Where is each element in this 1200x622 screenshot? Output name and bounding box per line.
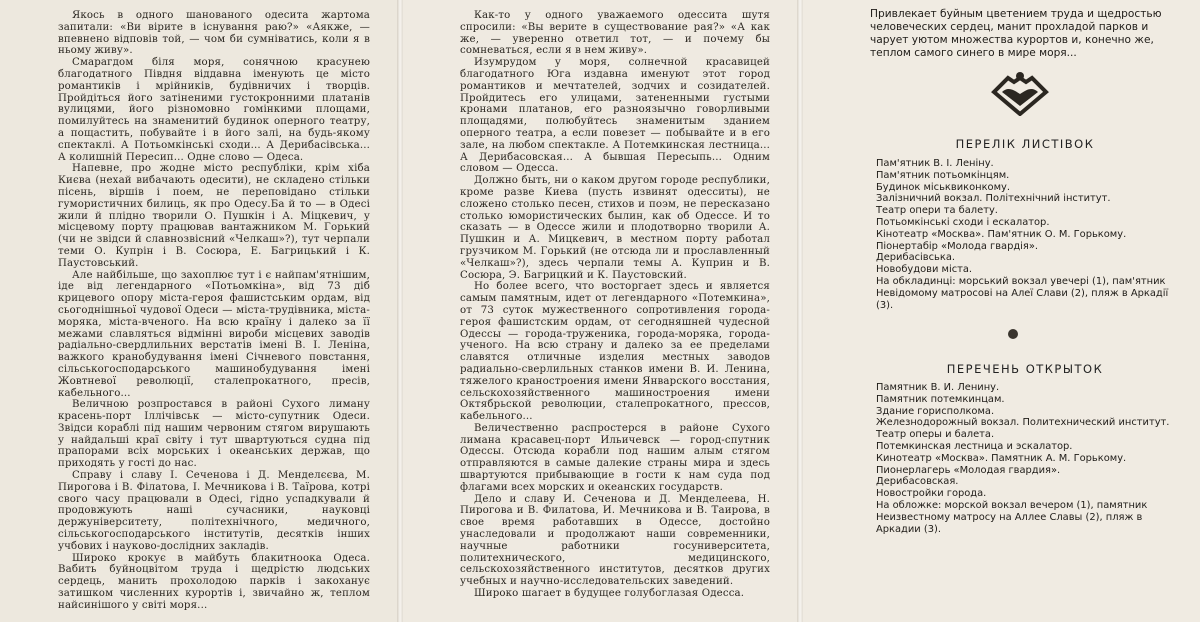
list-item: На обкладинці: морський вокзал увечері (1), пам'ятник Невідомому матросові на Алеї Слави (2), пляж в Аркадії (3). xyxy=(876,275,1169,311)
list-item: Новобудови міста. xyxy=(876,264,973,276)
paragraph: Должно быть, ни о каком другом городе республики, кроме разве Киева (пусть извинят одесситы), не сложено столько песен, стихов и поэм, не пересказано столько юмористических былин, как об Одессе. И то сказать — в Одессе жили и плодотворно творили А. Пушкин и А. Мицкевич, в местном порту работал грузчиком М. Горький (не отсюда ли и прославленный «Челкаш»?), здесь черпали темы А. Куприн и В. Сосюра, Э. Багрицкий и К. Паустовский. xyxy=(460,175,770,281)
paragraph: Широко крокує в майбуть блакитноока Одеса. Вабить буйноцвітом труда і щедрістю людських сердець, манить прохолодою парків і закоханує затишком численних курортів і, звичайно ж, теплом найсинішого у світі моря... xyxy=(58,552,370,611)
paragraph: Якось в одного шанованого одесита жартома запитали: «Ви вірите в існування раю?» «Аякже, — впевнено відповів той, — чом би сумніватись, коли я в ньому живу». xyxy=(58,10,370,57)
separator-dot xyxy=(1008,329,1018,339)
list-item: Кінотеатр «Москва». Пам'ятник О. М. Горькому. xyxy=(876,228,1127,240)
list-item: Пам'ятник В. І. Леніну. xyxy=(876,158,994,169)
russian-text-panel xyxy=(400,0,800,622)
postcard-list-title-ua: ПЕРЕЛІК ЛИСТІВОК xyxy=(955,137,1095,151)
paragraph: Але найбільше, що захоплює тут і є найпам'ятнішим, іде від легендарного «Потьомкіна», від 73 діб крицевого опору міста-героя фашистським ордам, від сьогоднішньої чудової Одеси — міста-трудівника, міста-моряка, міста-вченого. На всю країну і далеко за її межами славляться відмінні вироби місцевих заводів радіально-свердлильних верстатів імені В. І. Леніна, важкого кранобудування імені Січневого повстання, сільськогосподарського машинобудування імені Жовтневої революції, сталепрокатного, пресів, кабельного... xyxy=(58,269,370,399)
paragraph: Справу і славу І. Сеченова і Д. Менделєєва, М. Пирогова і В. Філатова, І. Мечникова і В. Таїрова, котрі свого часу працювали в Одесі, гідно успадкували й продовжують наші сучасники, науковці держуніверситету, політехнічного, медичного, сільськогосподарського інститутів, десятків інших учбових і науково-дослідних закладів. xyxy=(58,470,370,552)
list-item: Дерибасовская. xyxy=(876,476,959,488)
paragraph: Дело и славу И. Сеченова и Д. Менделеева, Н. Пирогова и В. Филатова, И. Мечникова и В. Таирова, в свое время работавших в Одессе, достойно унаследовали и продолжают наши современники, научные работники госуниверситета, политехнического, медицинского, сельскохозяйственного институтов, десятков других учебных и научно-исследовательских заведений. xyxy=(460,493,770,588)
paragraph: Но более всего, что восторгает здесь и является самым памятным, идет от легендарного «Потемкина», от 73 суток мужественного сопротивления города-героя фашистским ордам, от сегодняшней чудесной Одессы — города-труженика, города-моряка, города-ученого. На всю страну и далеко за ее пределами славятся отличные изделия местных заводов радиально-сверлильных станков имени В. И. Ленина, тяжелого краностроения имени Январского восстания, сельскохозяйственного машиностроения имени Октябрьской революции, сталепрокатного, прессов, кабельного... xyxy=(460,281,770,423)
list-item: Памятник потемкинцам. xyxy=(876,393,1005,405)
intro-text: Привлекает буйным цветением труда и щедростью человеческих сердец, манит прохладой парков и чарует уютом множества курортов и, конечно же, теплом самого синего в мире моря... xyxy=(870,8,1162,59)
list-item: Пионерлагерь «Молодая гвардия». xyxy=(876,464,1061,476)
list-item: Будинок міськвиконкому. xyxy=(876,181,1011,193)
paragraph: Смарагдом біля моря, сонячною красунею благодатного Півдня віддавна іменують це місто романтиків і мрійників, будівничих і творців. Пройдіться його затіненими густокронними платанів вулицями, його різномовно гомінкими площами, помилуйтесь на знаменитий будинок оперного театру, а пощастить, побувайте і в його залі, на будь-якому спектаклі. А Потьомкінські сходи... А Дерибасівська... А колишній Пересип... Одне слово — Одеса. xyxy=(58,57,370,163)
paragraph: Величною розпростався в районі Сухого лиману красень-порт Іллічівськ — місто-супутник Одеси. Звідси кораблі під нашим червоним стягом вирушають у найдальші краї світу і тут швартуються судна під прапорами всіх морських і океанських держав, що приходять у гості до нас. xyxy=(58,399,370,470)
postcard-list-title-ru: ПЕРЕЧЕНЬ ОТКРЫТОК xyxy=(946,362,1104,376)
list-item: Театр опери та балету. xyxy=(876,205,998,217)
russian-text-column xyxy=(460,10,770,600)
list-item: Дерибасівська. xyxy=(876,252,956,264)
list-item: На обложке: морской вокзал вечером (1), памятник Неизвестному матросу на Аллее Славы (2), пляж в Аркадии (3). xyxy=(876,499,1148,535)
list-item: Памятник В. И. Ленину. xyxy=(876,382,1000,393)
list-item: Залізничний вокзал. Політехнічний інститут. xyxy=(876,193,1111,205)
list-item: Театр оперы и балета. xyxy=(876,429,995,441)
postcard-list-ua xyxy=(876,158,1176,311)
list-item: Железнодорожный вокзал. Политехнический институт. xyxy=(876,417,1170,429)
paragraph: Величественно распростерся в районе Сухого лимана красавец-порт Ильичевск — город-спутник Одессы. Отсюда корабли под нашим алым стягом отправляются в самые далекие страны мира и здесь швартуются прибывающие в гости к нам суда под флагами всех морских и океанских государств. xyxy=(460,422,770,493)
paragraph: Широко шагает в будущее голубоглазая Одесса. xyxy=(474,588,745,600)
list-item: Потемкинская лестница и эскалатор. xyxy=(876,440,1073,452)
heart-logo-icon xyxy=(988,70,1052,116)
list-item: Здание горисполкома. xyxy=(876,405,995,417)
paragraph: Напевне, про жодне місто республіки, крім хіба Києва (нехай вибачають одесити), не складено стільки пісень, віршів і поем, не переповідано стільки гумористичних билиць, як про Одесу.Ба й то — в Одесі жили й плідно творили О. Пушкін і А. Міцкевич, у місцевому порту працював вантажником М. Горький (чи не звідси й славнозвісний «Челкаш»?), тут черпали теми О. Купрін і В. Сосюра, Е. Багрицький і К. Паустовський. xyxy=(58,163,370,269)
ukrainian-text-panel xyxy=(0,0,400,622)
fold-line xyxy=(797,0,803,622)
ukrainian-text-column xyxy=(58,10,370,612)
list-item: Кинотеатр «Москва». Памятник А. М. Горькому. xyxy=(876,452,1127,464)
paragraph: Как-то у одного уважаемого одессита шутя спросили: «Вы верите в существование рая?» «А как же, — уверенно ответил тот, — и почему бы сомневаться, если я в нем живу». xyxy=(460,10,770,57)
list-item: Потьомкінські сходи і ескалатор. xyxy=(876,216,1050,228)
list-item: Новостройки города. xyxy=(876,488,987,500)
list-item: Піонертабір «Молода гвардія». xyxy=(876,240,1039,252)
postcard-list-ru xyxy=(876,382,1176,535)
fold-line xyxy=(397,0,403,622)
list-item: Пам'ятник потьомкінцям. xyxy=(876,169,1010,181)
paragraph: Изумрудом у моря, солнечной красавицей благодатного Юга издавна именуют этот город романтиков и мечтателей, зодчих и созидателей. Пройдитесь его улицами, затененными густыми кронами платанов, его разноязычно говорливыми площадями, полюбуйтесь знаменитым зданием оперного театра, а если повезет — побывайте и в его зале, на любом спектакле. А Потемкинская лестница... А Дерибасовская... А бывшая Пересыпь... Одним словом — Одесса. xyxy=(460,57,770,175)
